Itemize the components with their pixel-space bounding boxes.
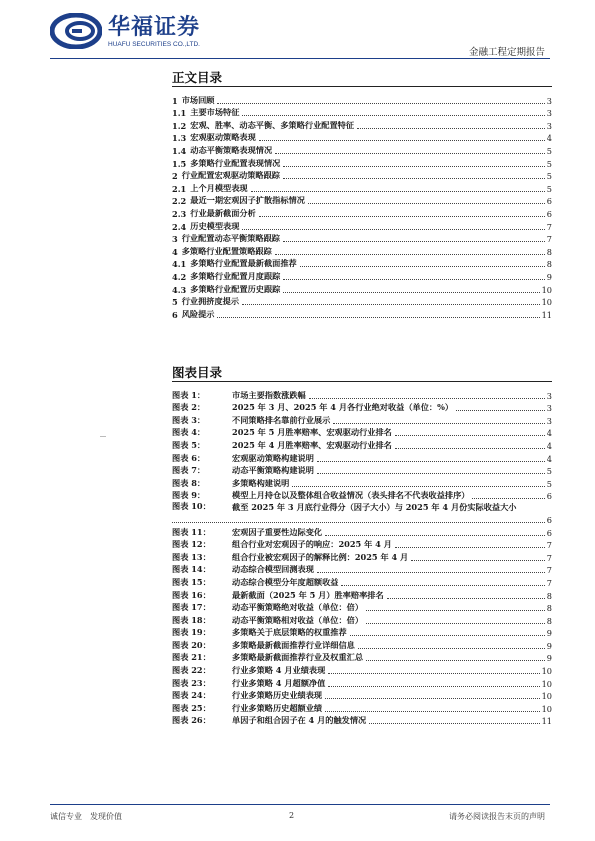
figure-entry-page: 10 <box>541 666 552 677</box>
toc-entry-number: 1.1 <box>172 108 187 119</box>
figure-entry-title: 宏观因子重要性边际变化 <box>232 526 323 537</box>
toc-entry-number: 1.4 <box>172 145 187 156</box>
figure-entry[interactable] <box>172 663 552 676</box>
dot-leader <box>317 461 545 462</box>
dot-leader <box>357 128 545 129</box>
toc-entry-number: 1 <box>172 95 178 106</box>
figure-entry-page: 6 <box>546 527 552 538</box>
figure-entry-number: 图表 15： <box>172 576 211 587</box>
figure-entry-number: 图表 13： <box>172 551 211 562</box>
figure-entry-number: 图表 17： <box>172 602 211 613</box>
dot-leader <box>283 178 545 179</box>
figure-entry-title: 组合行业对宏观因子的响应：2025 年 4 月 <box>232 539 392 550</box>
figure-entry-title: 市场主要指数涨跌幅 <box>232 389 306 400</box>
dot-leader <box>395 435 545 436</box>
figure-entry-title: 行业多策略 4 月业绩表现 <box>232 665 326 676</box>
logo-chinese-name: 华福证券 <box>108 15 201 40</box>
figures-title: 图表目录 <box>172 365 223 380</box>
figure-entry-title: 最新截面（2025 年 5 月）胜率赔率排名 <box>232 589 384 600</box>
figure-entry-page: 11 <box>541 716 552 727</box>
margin-mark <box>100 436 106 437</box>
figure-entry-number: 图表 26： <box>172 715 211 726</box>
figure-entry-title: 多策略最新截面推荐行业详细信息 <box>232 639 355 650</box>
figure-entry-page: 8 <box>546 603 552 614</box>
figure-entry[interactable] <box>172 638 552 651</box>
figure-entry-page: 3 <box>546 390 552 401</box>
toc-entry-page: 5 <box>546 158 552 169</box>
toc-entry[interactable] <box>172 93 552 106</box>
dot-leader <box>325 711 540 712</box>
figure-entry-page: 9 <box>546 653 552 664</box>
toc-entry-title: 动态平衡策略表现情况 <box>190 144 273 155</box>
dot-leader <box>283 279 544 280</box>
dot-leader <box>300 266 545 267</box>
toc-entry-number: 1.3 <box>172 133 187 144</box>
toc-entry-page: 8 <box>546 246 552 257</box>
figure-entry-title: 行业多策略 4 月超额净值 <box>232 677 326 688</box>
figure-entry-number: 图表 7： <box>172 465 206 476</box>
figure-entry[interactable] <box>172 714 552 727</box>
figure-entry-number: 图表 10： <box>172 501 211 512</box>
dot-leader <box>395 547 545 548</box>
dot-leader <box>217 317 539 318</box>
figure-entry-number: 图表 5： <box>172 439 206 450</box>
dot-leader <box>333 423 545 424</box>
figure-entry[interactable] <box>172 501 552 514</box>
toc-entry-page: 9 <box>546 271 552 282</box>
toc-entry-page: 8 <box>546 259 552 270</box>
figure-entry[interactable] <box>172 525 552 538</box>
figure-entry[interactable] <box>172 464 552 477</box>
figure-entry-page: 3 <box>546 403 552 414</box>
toc-entry[interactable] <box>172 282 552 295</box>
figure-entry[interactable] <box>172 451 552 464</box>
figure-entry-number: 图表 19： <box>172 627 211 638</box>
figure-entry-page: 7 <box>546 565 552 576</box>
figure-entry-page: 3 <box>546 415 552 426</box>
figure-entry-number: 图表 3： <box>172 414 206 425</box>
figure-entry[interactable] <box>172 401 552 414</box>
toc-entry-number: 4 <box>172 246 178 257</box>
logo-english-name: HUAFU SECURITIES CO.,LTD. <box>108 41 200 48</box>
figure-entry-title: 动态综合模型回测表现 <box>232 564 314 575</box>
dot-leader <box>259 216 545 217</box>
figure-entry-page: 4 <box>546 428 552 439</box>
toc-entry[interactable] <box>172 106 552 119</box>
toc-entry-number: 2.1 <box>172 183 187 194</box>
toc-entry-page: 10 <box>541 284 552 295</box>
dot-leader <box>325 535 545 536</box>
figures-title-rule <box>172 381 552 382</box>
toc-entry-number: 4.1 <box>172 259 187 270</box>
figure-entry-title: 行业多策略历史超额业绩 <box>232 702 323 713</box>
figure-entry[interactable] <box>172 476 552 489</box>
figure-entry-number: 图表 1： <box>172 389 206 400</box>
toc-entry-title: 主要市场特征 <box>190 107 240 118</box>
dot-leader <box>366 610 545 611</box>
figure-entry-page: 10 <box>541 691 552 702</box>
toc-entry[interactable] <box>172 181 552 194</box>
dot-leader <box>366 623 545 624</box>
toc-entry-number: 2.2 <box>172 196 187 207</box>
toc-entry-page: 3 <box>546 120 552 131</box>
figure-entry[interactable] <box>172 676 552 689</box>
figure-entry-title: 2025 年 4 月胜率赔率、宏观驱动行业排名 <box>232 439 392 450</box>
dot-leader <box>251 191 545 192</box>
dot-leader <box>328 686 539 687</box>
toc-entry-page: 11 <box>541 309 552 320</box>
figure-entry-page: 7 <box>546 552 552 563</box>
toc-entry-number: 5 <box>172 297 178 308</box>
dot-leader <box>308 203 545 204</box>
toc-entry[interactable] <box>172 206 552 219</box>
page-header <box>0 0 595 62</box>
figure-entry-title: 多策略关于底层策略的权重推荐 <box>232 627 347 638</box>
figure-entry-title: 多策略构建说明 <box>232 477 290 488</box>
toc-entry-title: 行业拥挤度提示 <box>181 296 240 307</box>
dot-leader <box>472 498 544 499</box>
figure-entry-title: 行业多策略历史业绩表现 <box>232 690 323 701</box>
huafu-logo-icon <box>50 13 102 49</box>
toc-entry[interactable] <box>172 143 552 156</box>
figure-entry-title: 不同策略排名靠前行业展示 <box>232 414 331 425</box>
figure-entry-continuation <box>172 514 552 525</box>
toc-title-rule <box>172 86 552 87</box>
figure-entry-page: 7 <box>546 540 552 551</box>
figure-entry-number: 图表 24： <box>172 690 211 701</box>
dot-leader <box>350 635 545 636</box>
figure-entry-number: 图表 4： <box>172 427 206 438</box>
toc-entry-title: 市场回顾 <box>181 94 215 105</box>
toc-entry-title: 行业配置宏观驱动策略跟踪 <box>181 170 280 181</box>
toc-list <box>172 93 552 320</box>
toc-entry-title: 多策略行业配置策略跟踪 <box>181 245 272 256</box>
toc-entry-number: 4.2 <box>172 271 187 282</box>
toc-entry-title: 多策略行业配置月度跟踪 <box>190 270 281 281</box>
dot-leader <box>317 572 545 573</box>
toc-entry-number: 6 <box>172 309 178 320</box>
toc-entry[interactable] <box>172 118 552 131</box>
toc-entry-page: 5 <box>546 171 552 182</box>
dot-leader <box>325 698 540 699</box>
toc-entry[interactable] <box>172 295 552 308</box>
toc-entry[interactable] <box>172 219 552 232</box>
toc-entry[interactable] <box>172 244 552 257</box>
toc-entry-title: 宏观驱动策略表现 <box>190 132 256 143</box>
dot-leader <box>411 560 545 561</box>
dot-leader <box>275 254 545 255</box>
footer-divider <box>50 804 550 805</box>
toc-entry-page: 4 <box>546 133 552 144</box>
figure-entry[interactable] <box>172 550 552 563</box>
toc-entry-page: 6 <box>546 208 552 219</box>
figure-entry-number: 图表 2： <box>172 402 206 413</box>
dot-leader <box>242 304 540 305</box>
figure-entry-page: 9 <box>546 640 552 651</box>
figure-entry-number: 图表 23： <box>172 677 211 688</box>
figure-entry-page: 6 <box>546 514 552 525</box>
footer-disclaimer: 请务必阅读报告末页的声明 <box>449 812 545 821</box>
toc-entry-title: 最近一期宏观因子扩散指标情况 <box>190 195 305 206</box>
toc-entry-title: 宏观、胜率、动态平衡、多策略行业配置特征 <box>190 119 355 130</box>
toc-entry-title: 上个月模型表现 <box>190 182 248 193</box>
toc-entry-number: 2.4 <box>172 221 187 232</box>
figure-entry-page: 10 <box>541 703 552 714</box>
figure-entry-number: 图表 6： <box>172 452 206 463</box>
figure-entry-page: 4 <box>546 453 552 464</box>
toc-entry-page: 6 <box>546 196 552 207</box>
toc-title: 正文目录 <box>172 70 223 85</box>
toc-entry-number: 4.3 <box>172 284 187 295</box>
header-divider <box>50 58 550 59</box>
figure-entry[interactable] <box>172 438 552 451</box>
figure-entry-page: 7 <box>546 577 552 588</box>
figure-entry-number: 图表 9： <box>172 490 206 501</box>
figure-entry[interactable] <box>172 701 552 714</box>
dot-leader <box>395 448 545 449</box>
figure-entry-page: 9 <box>546 628 552 639</box>
figure-entry[interactable] <box>172 489 552 502</box>
figure-entry[interactable] <box>172 575 552 588</box>
figure-entry-title: 2025 年 3 月、2025 年 4 月各行业绝对收益（单位：%） <box>232 402 454 413</box>
toc-entry[interactable] <box>172 269 552 282</box>
toc-entry[interactable] <box>172 307 552 320</box>
toc-entry-number: 1.2 <box>172 120 187 131</box>
toc-entry-number: 3 <box>172 234 178 245</box>
dot-leader <box>283 166 544 167</box>
dot-leader <box>275 153 545 154</box>
toc-entry-number: 1.5 <box>172 158 187 169</box>
dot-leader <box>366 660 545 661</box>
figure-entry-page: 8 <box>546 615 552 626</box>
figure-entry[interactable] <box>172 613 552 626</box>
toc-entry-page: 7 <box>546 221 552 232</box>
figure-entry[interactable] <box>172 651 552 664</box>
toc-entry-number: 2 <box>172 171 178 182</box>
toc-entry-number: 2.3 <box>172 208 187 219</box>
dot-leader <box>309 398 545 399</box>
figure-entry-title: 2025 年 5 月胜率赔率、宏观驱动行业排名 <box>232 427 392 438</box>
toc-entry[interactable] <box>172 257 552 270</box>
toc-entry-page: 5 <box>546 183 552 194</box>
figure-entry-number: 图表 11： <box>172 526 211 537</box>
figure-entry-number: 图表 25： <box>172 702 211 713</box>
footer-slogan: 诚信专业 发现价值 <box>50 812 122 821</box>
dot-leader <box>358 648 545 649</box>
toc-entry-title: 行业配置动态平衡策略跟踪 <box>181 233 280 244</box>
dot-leader <box>341 585 544 586</box>
toc-entry-page: 7 <box>546 234 552 245</box>
dot-leader <box>387 598 545 599</box>
figure-entry-title: 单因子和组合因子在 4 月的触发情况 <box>232 715 367 726</box>
figure-entry-title: 组合行业被宏观因子的解释比例：2025 年 4 月 <box>232 551 409 562</box>
report-type-label: 金融工程定期报告 <box>468 47 545 58</box>
figure-entry-number: 图表 22： <box>172 665 211 676</box>
toc-entry-title: 多策略行业配置历史跟踪 <box>190 283 281 294</box>
dot-leader <box>259 140 545 141</box>
dot-leader <box>317 473 545 474</box>
toc-entry[interactable] <box>172 169 552 182</box>
toc-entry-title: 行业最新截面分析 <box>190 207 256 218</box>
dot-leader <box>242 115 544 116</box>
figure-entry-page: 8 <box>546 590 552 601</box>
dot-leader <box>283 292 539 293</box>
figure-entry-number: 图表 16： <box>172 589 211 600</box>
figure-entry-number: 图表 21： <box>172 652 211 663</box>
toc-entry-page: 3 <box>546 95 552 106</box>
figure-entry-title: 动态平衡策略构建说明 <box>232 465 314 476</box>
dot-leader <box>456 410 545 411</box>
toc-entry-title: 多策略行业配置最新截面推荐 <box>190 258 297 269</box>
dot-leader <box>292 486 544 487</box>
figure-entry-number: 图表 14： <box>172 564 211 575</box>
toc-entry-page: 10 <box>541 297 552 308</box>
figure-entry[interactable] <box>172 563 552 576</box>
toc-entry[interactable] <box>172 232 552 245</box>
figure-entry-title: 动态综合模型分年度超额收益 <box>232 576 339 587</box>
figure-entry-page: 5 <box>546 478 552 489</box>
figure-entry-title: 截至 2025 年 3 月底行业得分（因子大小）与 2025 年 4 月份实际收益大小 <box>232 502 517 513</box>
figure-entry[interactable] <box>172 588 552 601</box>
figure-entry-number: 图表 12： <box>172 539 211 550</box>
toc-entry-title: 多策略行业配置表现情况 <box>190 157 281 168</box>
dot-leader <box>217 103 544 104</box>
toc-entry[interactable] <box>172 194 552 207</box>
toc-entry-title: 历史模型表现 <box>190 220 240 231</box>
toc-entry[interactable] <box>172 156 552 169</box>
figure-entry-page: 6 <box>546 491 552 502</box>
figures-list <box>172 388 552 726</box>
figure-entry-number: 图表 20： <box>172 639 211 650</box>
dot-leader <box>242 229 544 230</box>
toc-entry-page: 5 <box>546 145 552 156</box>
figure-entry[interactable] <box>172 689 552 702</box>
figure-entry-title: 多策略最新截面推荐行业及权重汇总 <box>232 652 364 663</box>
figure-entry-page: 10 <box>541 678 552 689</box>
figure-entry-title: 宏观驱动策略构建说明 <box>232 452 314 463</box>
dot-leader <box>369 723 539 724</box>
figure-entry-page: 4 <box>546 440 552 451</box>
figure-entry[interactable] <box>172 626 552 639</box>
figure-entry-title: 动态平衡策略相对收益（单位：倍） <box>232 614 364 625</box>
figure-entry-page: 5 <box>546 466 552 477</box>
dot-leader <box>283 241 545 242</box>
figure-entry[interactable] <box>172 601 552 614</box>
page-number: 2 <box>289 811 295 820</box>
figure-entry-title: 动态平衡策略绝对收益（单位：倍） <box>232 602 364 613</box>
toc-entry[interactable] <box>172 131 552 144</box>
figure-entry-title: 模型上月持仓以及整体组合收益情况（表头排名不代表收益排序） <box>232 490 470 501</box>
dot-leader <box>328 673 539 674</box>
figure-entry[interactable] <box>172 426 552 439</box>
figure-entry[interactable] <box>172 538 552 551</box>
figure-entry[interactable] <box>172 413 552 426</box>
figure-entry[interactable] <box>172 388 552 401</box>
dot-leader <box>172 522 545 523</box>
figure-entry-number: 图表 18： <box>172 614 211 625</box>
toc-entry-title: 风险提示 <box>181 308 215 319</box>
toc-entry-page: 3 <box>546 108 552 119</box>
figure-entry-number: 图表 8： <box>172 477 206 488</box>
